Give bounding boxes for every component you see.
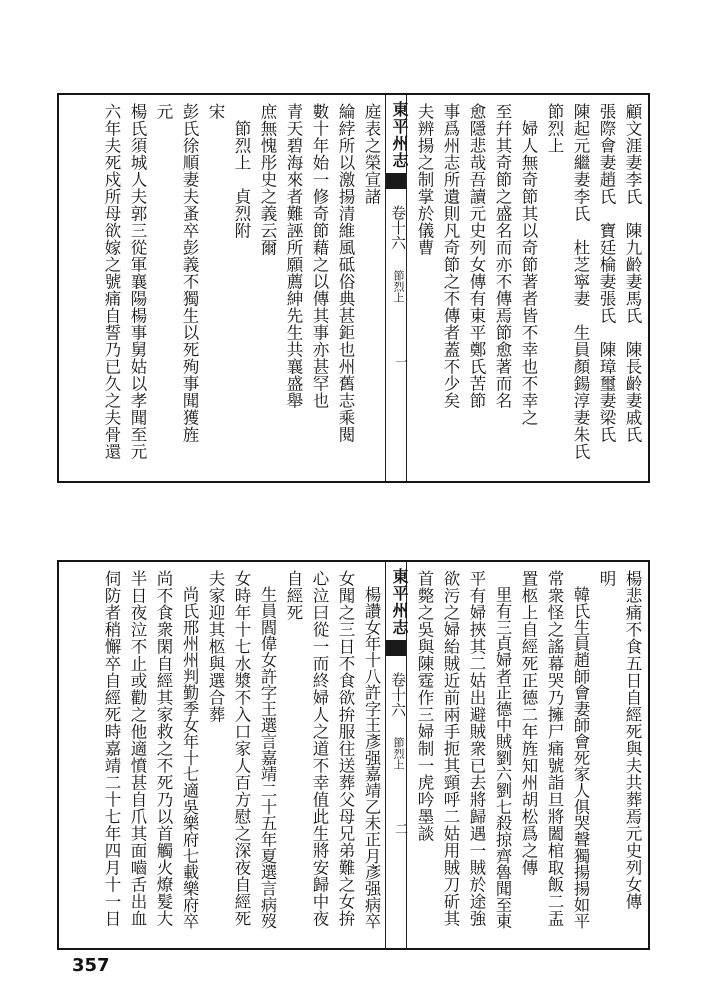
page-header-strip: [385, 562, 407, 948]
text-column: 綸綍所以激揚清維風砥俗典甚鉅也州舊志乘閱: [336, 103, 355, 443]
text-column: 生員閻偉女許字王選言嘉靖二十五年夏選言病歿: [258, 570, 277, 930]
text-column: 欲污之婦紿賊近前兩手扼其頸呼二姑用賊刀斫其: [441, 570, 460, 927]
text-column: 夫辨揚之制掌於儀曹: [415, 103, 434, 256]
text-column: 伺防者稍懈卒自經死時嘉靖二十七年四月十一日: [102, 570, 121, 927]
text-column: 彭氏徐順妻夫蚤卒彭義不獨生以死殉事聞獲旌: [180, 103, 199, 443]
text-column: 里有三貞婦者正德中賊劉六劉七殺掠齊魯聞至東: [493, 570, 512, 930]
text-column: 平有婦挾其二姑出避賊衆已去將歸遇一賊於途強: [467, 570, 486, 927]
text-column: 庭表之榮宣諸: [362, 103, 381, 205]
text-column: 婦人無奇節其以奇節著者皆不幸也不幸之: [519, 103, 538, 426]
folio-number: 一: [392, 355, 407, 368]
section-heading: 節烈上 貞烈附: [232, 103, 251, 239]
text-column: 張際會妻趙氏 寶廷棆妻張氏 陳璋璽妻梁氏: [597, 103, 616, 443]
text-column: 常衆怪之謠幕哭乃擁尸痛號詣旦將闔棺取飯二盂: [545, 570, 564, 927]
page-header-strip: [385, 95, 407, 481]
text-column: 自經死: [284, 570, 303, 621]
text-column: 數十年始一修奇節藉之以傳其事亦甚罕也: [310, 103, 329, 409]
text-column: 至幷其奇節之盛名而亦不傳焉節愈著而名: [493, 103, 512, 409]
text-column: 楊氏須城人夫郭三從軍襄陽楊事舅姑以孝聞至元: [128, 103, 147, 460]
dynasty-heading: 元: [154, 103, 173, 120]
volume-label: 卷十六: [389, 672, 407, 717]
text-column: 首斃之吳與陳霆作三婦制一虎吟墨談: [415, 570, 434, 842]
text-column: 女聞之三日不食欲拚服往送葬父母兄弟難之女拚: [336, 570, 355, 927]
folio-number: 二: [392, 822, 407, 835]
text-column: 心泣曰從一而終婦人之道不幸值此生將安歸中夜: [310, 570, 329, 927]
fish-tail-mark: [386, 640, 406, 656]
text-column: 韓氏生員趙師會妻師會死家人俱哭聲獨揚揚如平: [571, 570, 590, 930]
text-column: 顧文涯妻李氏 陳九齡妻馬氏 陳長齡妻戚氏: [623, 103, 642, 443]
section-heading: 節烈上: [545, 103, 564, 154]
text-column: 尚不食衆閑自經其家救之不死乃以首觸火燎髮大: [154, 570, 173, 927]
section-label: 節烈上: [392, 737, 405, 770]
dynasty-heading: 明: [597, 570, 616, 587]
text-column: 陳起元繼妻李氏 杜芝寧妻 生員顏鍚淳妻朱氏: [571, 103, 590, 460]
text-column: 女時年十七水漿不入口家人百方慰之深夜自經死: [232, 570, 251, 927]
book-title: 東平州志: [390, 568, 409, 636]
page-number: 357: [72, 955, 110, 976]
section-label: 節烈上: [392, 270, 405, 303]
text-column: 楊讚女年十八許字王彥强嘉靖乙未正月彥强病卒: [362, 570, 381, 930]
text-column: 青天碧海來者難誣所願薦紳先生共襄盛舉: [284, 103, 303, 409]
text-column: 六年夫死戍所母欲嫁之號痛自誓乃已久之夫骨還: [102, 103, 121, 460]
dynasty-heading: 宋: [206, 103, 225, 120]
text-column: 庶無愧彤史之義云爾: [258, 103, 277, 256]
text-column: 置柩上自經死正德二年旌知州胡松爲之傳: [519, 570, 538, 876]
volume-label: 卷十六: [389, 205, 407, 250]
fish-tail-mark: [386, 173, 406, 189]
text-column: 夫家迎其柩與選合葬: [206, 570, 225, 723]
text-column: 楊悲痛不食五日自經死與夫共葬焉元史列女傳: [623, 570, 642, 910]
book-title: 東平州志: [390, 101, 409, 169]
text-column: 愈隱悲哉吾讀元史列女傳有東平鄭氏苦節: [467, 103, 486, 409]
text-column: 事爲州志所遺則凡奇節之不傳者蓋不少矣: [441, 103, 460, 409]
page-panel-bottom: [57, 560, 650, 950]
page-panel-top: [57, 93, 650, 483]
text-column: 半日夜泣不止或勸之他適憤甚自爪其面嚙舌出血: [128, 570, 147, 927]
text-column: 尚氏邢州州判勤季女年十七適吳樂府七載樂府卒: [180, 570, 199, 930]
